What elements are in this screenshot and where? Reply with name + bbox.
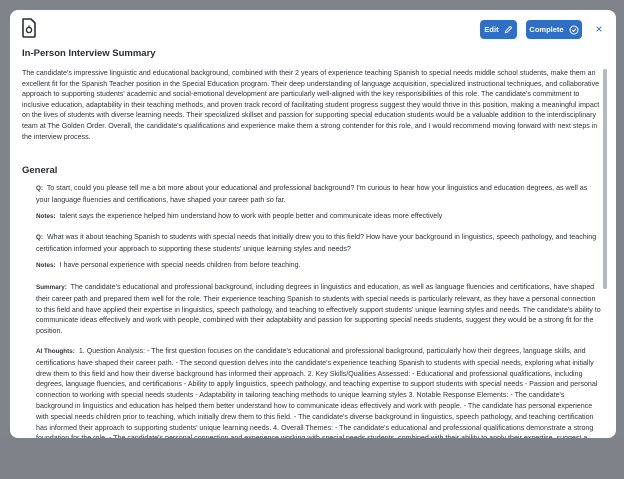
modal-header: [10, 10, 616, 46]
interview-summary-modal: [10, 10, 616, 438]
summary-block: [36, 282, 602, 337]
notes-1: [36, 211, 602, 223]
check-circle-icon: [569, 25, 579, 35]
close-icon[interactable]: ×: [595, 22, 603, 36]
question-tag: Q:: [36, 234, 43, 241]
ai-thoughts-tag: AI Thoughts:: [36, 348, 75, 355]
notes-text: I have personal experience with special needs children from before teaching.: [59, 261, 301, 269]
question-1: [36, 183, 602, 206]
question-2: [36, 232, 602, 255]
modal-content[interactable]: [10, 46, 616, 438]
question-text: What was it about teaching Spanish to students with special needs that initially drew you to this field? How have your background in linguistics, speech pathology, and teaching certification informed your approach to supporting these students' unique learning styles and needs?: [36, 233, 597, 253]
pencil-icon: [504, 25, 513, 34]
backdrop-bottom[interactable]: [0, 438, 624, 479]
document-icon: [20, 18, 38, 38]
ai-thoughts-text: 1. Question Analysis: - The first question focuses on the candidate's educational and professional background, particularly how their degrees, language skills, and certifications have shaped their career path. - The second question delves into the candidate's experience teaching Spanish to students with special needs, exploring what initially drew them to this field and how their diverse background has informed their approach. 2. Key Skills/Qualities Assessed: - Educational and professional qualifications, including degrees, language fluencies, and certifications - Ability to apply linguistics, speech pathology, and teaching expertise to support students with special needs - Passion and personal connection to working with special needs students - Adaptability in tailoring teaching methods to unique learning styles 3. Notable Response Elements: - The candidate's background in linguistics and education has helped them better understand how to communicate ideas effectively and work with people. - The candidate has personal experience with special needs children prior to teaching, which initially drew them to this field. - The candidate's diverse background in linguistics, speech pathology, and teaching certification has informed their approach to supporting students' unique learning needs. 4. Overall Themes: - The candidate's educational and professional qualifications demonstrate a strong: [36, 347, 598, 432]
complete-button[interactable]: [526, 20, 582, 39]
page-title: In-Person Interview Summary: [22, 48, 156, 59]
complete-button-label: Complete: [529, 25, 564, 34]
notes-text: talent says the experience helped him understand how to work with people better and communicate ideas more effectively: [59, 212, 443, 220]
edit-button-label: Edit: [484, 25, 499, 34]
section-title-general: General: [22, 165, 58, 176]
summary-block-text: The candidate's educational and professional background, including degrees in linguistics and education, as well as language fluencies and certifications, have shaped their career path and prepared them well for the role. Their experience teaching Spanish to students with special needs is particularly relevant, as they have a personal connection to this field and have applied their expertise in linguistics, speech pathology, and teaching to effectively support students' unique learning styles and needs. The candidate's ability to communicate ideas effectively and work with people, combined with their adaptability and passion for supporting special needs students, suggest they would be a strong fit for the position.: [36, 283, 601, 336]
scrollbar-thumb[interactable]: [603, 69, 607, 289]
notes-tag: Notes:: [36, 262, 56, 269]
question-tag: Q:: [36, 185, 43, 192]
interview-summary-text: The candidate's impressive linguistic and educational background, combined with their 2 years of experience teaching Spanish to special needs middle school students, make them an excellent fit for the Spanish Teacher position in the Special Education program. Their deep understanding of language acquisition, specialized instructional techniques, and collaborative approach to supporting students' academic and social-emotional development are particularly well-aligned with the key responsibilities of this role. The candidate's commitment to inclusive education, adaptability in their teaching methods, and proven track record of facilitating student progress suggest they would thrive in this position, making a meaningful impact on the lives of students with diverse learning needs. Their specialized skillset and passion for supporting special education students would be a valuable addition to the interdisciplinary team at The Golden Order. Overall, the candidate's qualifications and experience make them a strong contender for this role, and I would recommend moving forward with next steps in the interview process.: [22, 69, 600, 141]
notes-2: [36, 260, 602, 272]
question-text: To start, could you please tell me a bit more about your educational and professional background? I'm curious to hear how your linguistics and education degrees, as well as your language fluencies and certifications, have shaped your career path so far.: [36, 184, 588, 204]
notes-tag: Notes:: [36, 213, 56, 220]
summary-tag: Summary:: [36, 284, 67, 291]
edit-button[interactable]: [480, 20, 517, 39]
